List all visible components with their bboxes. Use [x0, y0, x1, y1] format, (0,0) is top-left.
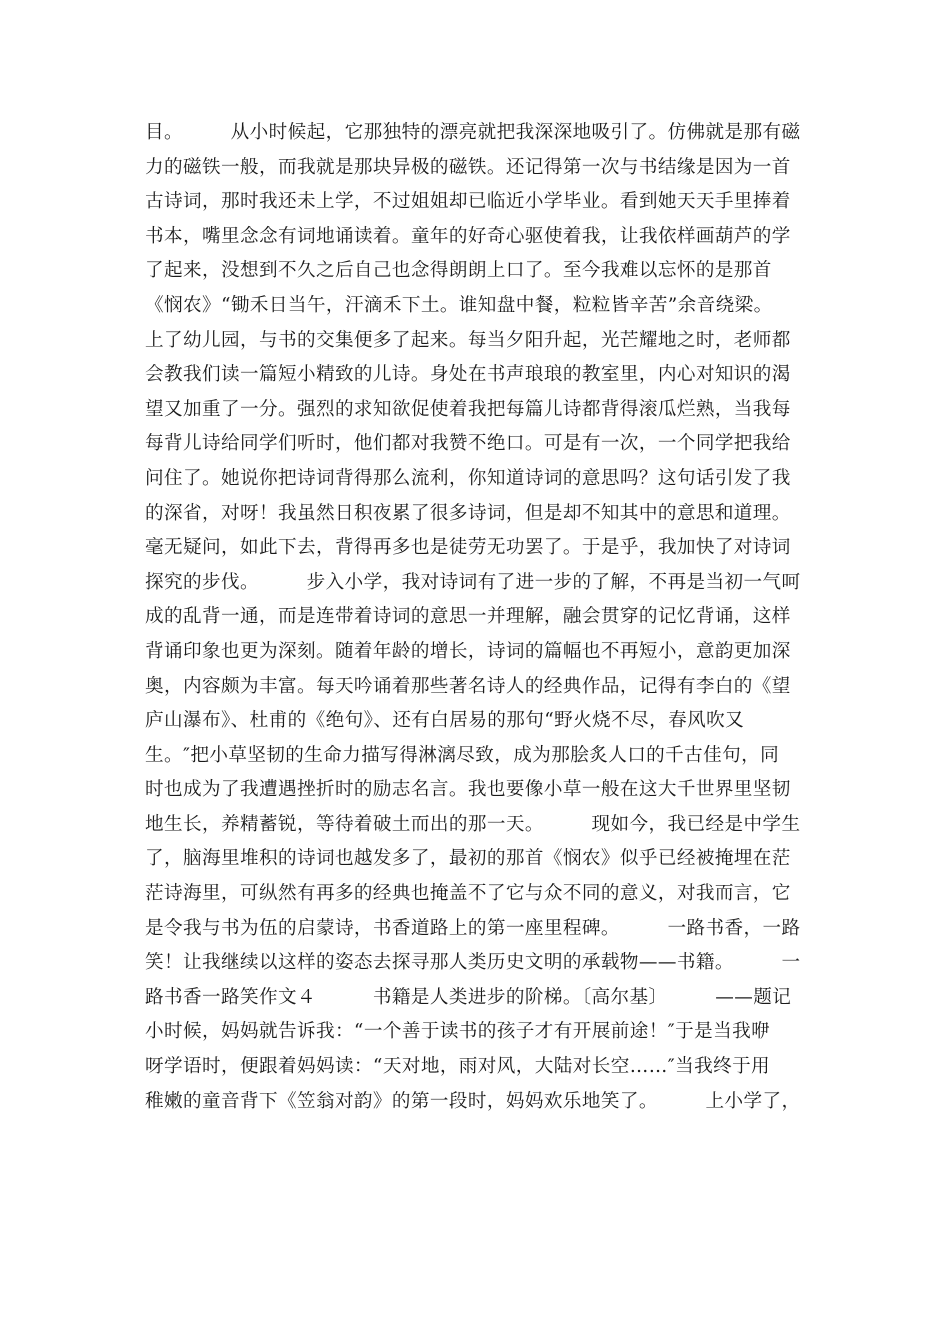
text-line: 探究的步伐。 步入小学，我对诗词有了进一步的了解，不再是当初一气呵 [145, 571, 801, 593]
text-line: 奥，内容颇为丰富。每天吟诵着那些著名诗人的经典作品，记得有李白的《望 [145, 675, 791, 697]
text-line: 的深省，对呀！我虽然日积夜累了很多诗词，但是却不知其中的意思和道理。 [145, 502, 791, 524]
text-line: 呀学语时，便跟着妈妈读：“天对地，雨对风，大陆对长空……″当我终于用 [145, 1056, 771, 1078]
text-line: 书本，嘴里念念有词地诵读着。童年的好奇心驱使着我，让我依样画葫芦的学 [145, 225, 791, 247]
text-line: 庐山瀑布》、杜甫的《绝句》、还有白居易的那句“野火烧不尽，春风吹又 [145, 710, 745, 732]
text-line: 力的磁铁一般，而我就是那块异极的磁铁。还记得第一次与书结缘是因为一首 [145, 156, 791, 178]
essay-body [145, 116, 825, 1119]
text-line: 茫诗海里，可纵然有再多的经典也掩盖不了它与众不同的意义，对我而言，它 [145, 883, 791, 905]
text-line: 小时候，妈妈就告诉我：“一个善于读书的孩子才有开展前途！″于是当我咿 [145, 1021, 771, 1043]
text-line: 时也成为了我遭遇挫折时的励志名言。我也要像小草一般在这大千世界里坚韧 [145, 779, 791, 801]
text-line: 目。 从小时候起，它那独特的漂亮就把我深深地吸引了。仿佛就是那有磁 [145, 122, 801, 143]
text-line: 问住了。她说你把诗词背得那么流利，你知道诗词的意思吗？这句话引发了我 [145, 467, 791, 489]
text-line: 稚嫩的童音背下《笠翁对韵》的第一段时，妈妈欢乐地笑了。 上小学了， [145, 1090, 801, 1112]
text-line: 了，脑海里堆积的诗词也越发多了，最初的那首《悯农》似乎已经被掩埋在茫 [145, 848, 791, 870]
text-line: 生。″把小草坚韧的生命力描写得淋漓尽致，成为那脍炙人口的千古佳句，同 [145, 744, 780, 766]
text-line: 笑！让我继续以这样的姿态去探寻那人类历史文明的承载物——书籍。 一 [145, 952, 801, 974]
text-line: 古诗词，那时我还未上学，不过姐姐却已临近小学毕业。看到她天天手里捧着 [145, 191, 791, 213]
text-line: 了起来，没想到不久之后自己也念得朗朗上口了。至今我难以忘怀的是那首 [145, 260, 772, 282]
text-line: 会教我们读一篇短小精致的儿诗。身处在书声琅琅的教室里，内心对知识的渴 [145, 364, 791, 386]
text-line: 地生长，养精蓄锐，等待着破土而出的那一天。 现如今，我已经是中学生 [145, 813, 801, 835]
text-line: 上了幼儿园，与书的交集便多了起来。每当夕阳升起，光芒耀地之时，老师都 [145, 329, 791, 351]
text-line: 毫无疑问，如此下去，背得再多也是徒劳无功罢了。于是乎，我加快了对诗词 [145, 537, 791, 559]
text-line: 路书香一路笑作文４ 书籍是人类进步的阶梯。〔高尔基〕 ——题记 [145, 986, 792, 1008]
text-line: 背诵印象也更为深刻。随着年龄的增长，诗词的篇幅也不再短小，意韵更加深 [145, 640, 791, 662]
text-line: 每背儿诗给同学们听时，他们都对我赞不绝口。可是有一次，一个同学把我给 [145, 433, 791, 455]
text-line: 《悯农》“锄禾日当午，汗滴禾下土。谁知盘中餐，粒粒皆辛苦”余音绕梁。 [145, 294, 773, 316]
text-line: 是令我与书为伍的启蒙诗，书香道路上的第一座里程碑。 一路书香，一路 [145, 917, 801, 939]
text-line: 成的乱背一通，而是连带着诗词的意思一并理解，融会贯穿的记忆背诵，这样 [145, 606, 791, 628]
text-line: 望又加重了一分。强烈的求知欲促使着我把每篇儿诗都背得滚瓜烂熟，当我每 [145, 398, 791, 420]
